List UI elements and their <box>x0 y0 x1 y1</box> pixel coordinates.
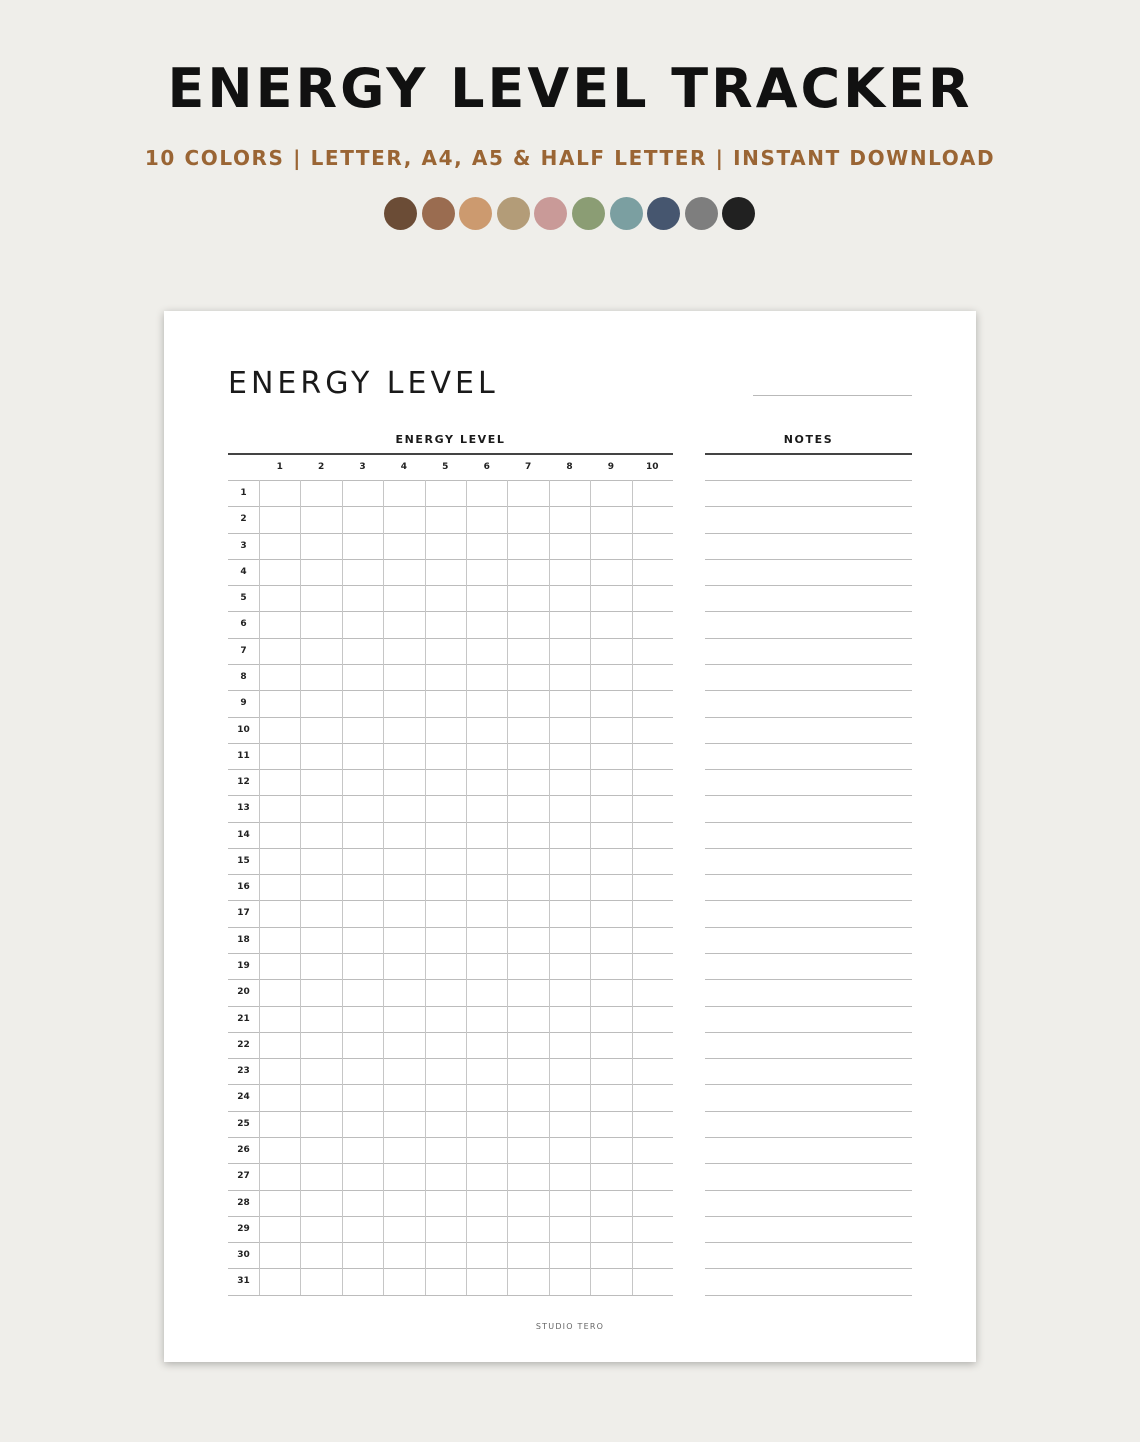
color-swatch-5 <box>534 197 567 230</box>
day-row-label: 15 <box>237 855 250 866</box>
grid-row-line <box>228 1190 673 1191</box>
grid-row-line <box>228 1137 673 1138</box>
level-column-label: 10 <box>646 462 659 472</box>
notes-line[interactable] <box>705 559 912 560</box>
day-row-label: 28 <box>237 1197 250 1208</box>
notes-line[interactable] <box>705 979 912 980</box>
level-column-label: 6 <box>483 462 490 472</box>
day-row-label: 7 <box>240 645 247 656</box>
notes-line[interactable] <box>705 743 912 744</box>
energy-heading-rule <box>228 453 673 455</box>
grid-column-line <box>425 480 426 1295</box>
level-column-label: 9 <box>607 462 615 472</box>
day-row-label: 21 <box>237 1013 250 1024</box>
notes-line[interactable] <box>705 1190 912 1191</box>
grid-row-line <box>228 900 673 901</box>
grid-row-line <box>228 1032 673 1033</box>
day-row-label: 8 <box>240 671 247 682</box>
notes-line[interactable] <box>705 1058 912 1059</box>
notes-line[interactable] <box>705 1295 912 1296</box>
notes-line[interactable] <box>705 1084 912 1085</box>
notes-line[interactable] <box>705 874 912 875</box>
date-line <box>753 395 912 396</box>
notes-line[interactable] <box>705 1032 912 1033</box>
notes-line[interactable] <box>705 1242 912 1243</box>
notes-line[interactable] <box>705 1268 912 1269</box>
notes-heading: NOTES <box>783 433 834 446</box>
notes-line[interactable] <box>705 822 912 823</box>
notes-line[interactable] <box>705 795 912 796</box>
day-row-label: 4 <box>240 566 247 577</box>
notes-line[interactable] <box>705 506 912 507</box>
color-swatch-3 <box>459 197 492 230</box>
color-swatch-6 <box>572 197 605 230</box>
grid-column-line <box>632 480 633 1295</box>
grid-row-line <box>228 874 673 875</box>
grid-column-line <box>300 480 301 1295</box>
grid-row-line <box>228 848 673 849</box>
level-column-label: 1 <box>276 462 283 472</box>
notes-heading-rule <box>705 453 912 455</box>
footer-brand: STUDIO TERO <box>535 1322 605 1331</box>
day-row-label: 20 <box>237 987 250 998</box>
level-column-label: 8 <box>566 462 573 472</box>
day-row-label: 22 <box>237 1039 250 1050</box>
day-row-label: 24 <box>237 1092 250 1103</box>
day-row-label: 27 <box>237 1171 250 1182</box>
grid-row-line <box>228 1216 673 1217</box>
day-row-label: 2 <box>240 514 247 525</box>
grid-row-line <box>228 1006 673 1007</box>
day-row-label: 14 <box>237 829 250 840</box>
day-row-label: 1 <box>240 488 247 498</box>
grid-row-line <box>228 1111 673 1112</box>
level-column-label: 2 <box>317 462 325 472</box>
level-column-label: 7 <box>524 462 532 472</box>
day-row-label: 6 <box>240 619 247 630</box>
grid-row-line <box>228 585 673 586</box>
notes-line[interactable] <box>705 848 912 849</box>
notes-line[interactable] <box>705 480 912 481</box>
day-row-label: 31 <box>237 1276 250 1287</box>
grid-row-line <box>228 979 673 980</box>
notes-line[interactable] <box>705 664 912 665</box>
color-swatch-10 <box>722 197 755 230</box>
sheet-title: ENERGY LEVEL <box>228 366 499 401</box>
level-column-label: 5 <box>442 462 449 472</box>
grid-row-line <box>228 638 673 639</box>
notes-line[interactable] <box>705 927 912 928</box>
notes-line[interactable] <box>705 1006 912 1007</box>
grid-row-line <box>228 769 673 770</box>
day-row-label: 9 <box>240 698 247 709</box>
notes-line[interactable] <box>705 1216 912 1217</box>
notes-line[interactable] <box>705 953 912 954</box>
notes-line[interactable] <box>705 900 912 901</box>
grid-column-line <box>259 480 260 1295</box>
grid-column-line <box>549 480 550 1295</box>
main-title: ENERGY LEVEL TRACKER <box>167 57 973 120</box>
day-row-label: 16 <box>237 882 250 893</box>
day-row-label: 3 <box>240 540 247 551</box>
day-row-label: 18 <box>237 934 250 945</box>
grid-row-line <box>228 1242 673 1243</box>
day-row-label: 30 <box>237 1250 250 1261</box>
grid-row-line <box>228 1295 673 1296</box>
notes-line[interactable] <box>705 717 912 718</box>
energy-level-heading: ENERGY LEVEL <box>395 433 506 446</box>
day-row-label: 25 <box>237 1118 250 1129</box>
grid-row-line <box>228 480 673 481</box>
day-row-label: 11 <box>237 750 250 761</box>
notes-line[interactable] <box>705 585 912 586</box>
grid-column-line <box>507 480 508 1295</box>
day-row-label: 29 <box>237 1223 250 1234</box>
grid-column-line <box>590 480 591 1295</box>
notes-line[interactable] <box>705 611 912 612</box>
grid-row-line <box>228 743 673 744</box>
day-row-label: 19 <box>237 961 250 972</box>
grid-row-line <box>228 822 673 823</box>
notes-line[interactable] <box>705 533 912 534</box>
grid-row-line <box>228 559 673 560</box>
grid-row-line <box>228 1058 673 1059</box>
grid-column-line <box>466 480 467 1295</box>
subtitle: 10 COLORS | LETTER, A4, A5 & HALF LETTER | INSTANT DOWNLOAD <box>144 146 996 170</box>
level-column-label: 4 <box>400 462 408 472</box>
grid-row-line <box>228 717 673 718</box>
grid-row-line <box>228 795 673 796</box>
notes-line[interactable] <box>705 769 912 770</box>
notes-line[interactable] <box>705 690 912 691</box>
grid-row-line <box>228 1163 673 1164</box>
color-swatch-1 <box>384 197 417 230</box>
day-row-label: 12 <box>237 777 250 788</box>
level-column-label: 3 <box>359 462 366 472</box>
day-row-label: 17 <box>237 908 250 919</box>
color-swatch-4 <box>497 197 530 230</box>
day-row-label: 23 <box>237 1066 250 1077</box>
grid-row-line <box>228 953 673 954</box>
grid-column-line <box>383 480 384 1295</box>
day-row-label: 26 <box>237 1145 250 1155</box>
color-swatch-8 <box>647 197 680 230</box>
grid-column-line <box>342 480 343 1295</box>
notes-line[interactable] <box>705 1163 912 1164</box>
color-swatch-2 <box>422 197 455 230</box>
grid-row-line <box>228 611 673 612</box>
color-swatch-9 <box>685 197 718 230</box>
grid-row-line <box>228 927 673 928</box>
day-row-label: 10 <box>237 724 250 735</box>
planner-page <box>164 311 976 1362</box>
notes-line[interactable] <box>705 638 912 639</box>
day-row-label: 5 <box>240 593 247 604</box>
notes-line[interactable] <box>705 1111 912 1112</box>
grid-row-line <box>228 1084 673 1085</box>
grid-row-line <box>228 664 673 665</box>
grid-row-line <box>228 506 673 507</box>
grid-row-line <box>228 533 673 534</box>
notes-line[interactable] <box>705 1137 912 1138</box>
color-swatch-7 <box>610 197 643 230</box>
day-row-label: 13 <box>237 803 250 814</box>
grid-row-line <box>228 690 673 691</box>
grid-row-line <box>228 1268 673 1269</box>
color-swatches <box>384 197 760 231</box>
